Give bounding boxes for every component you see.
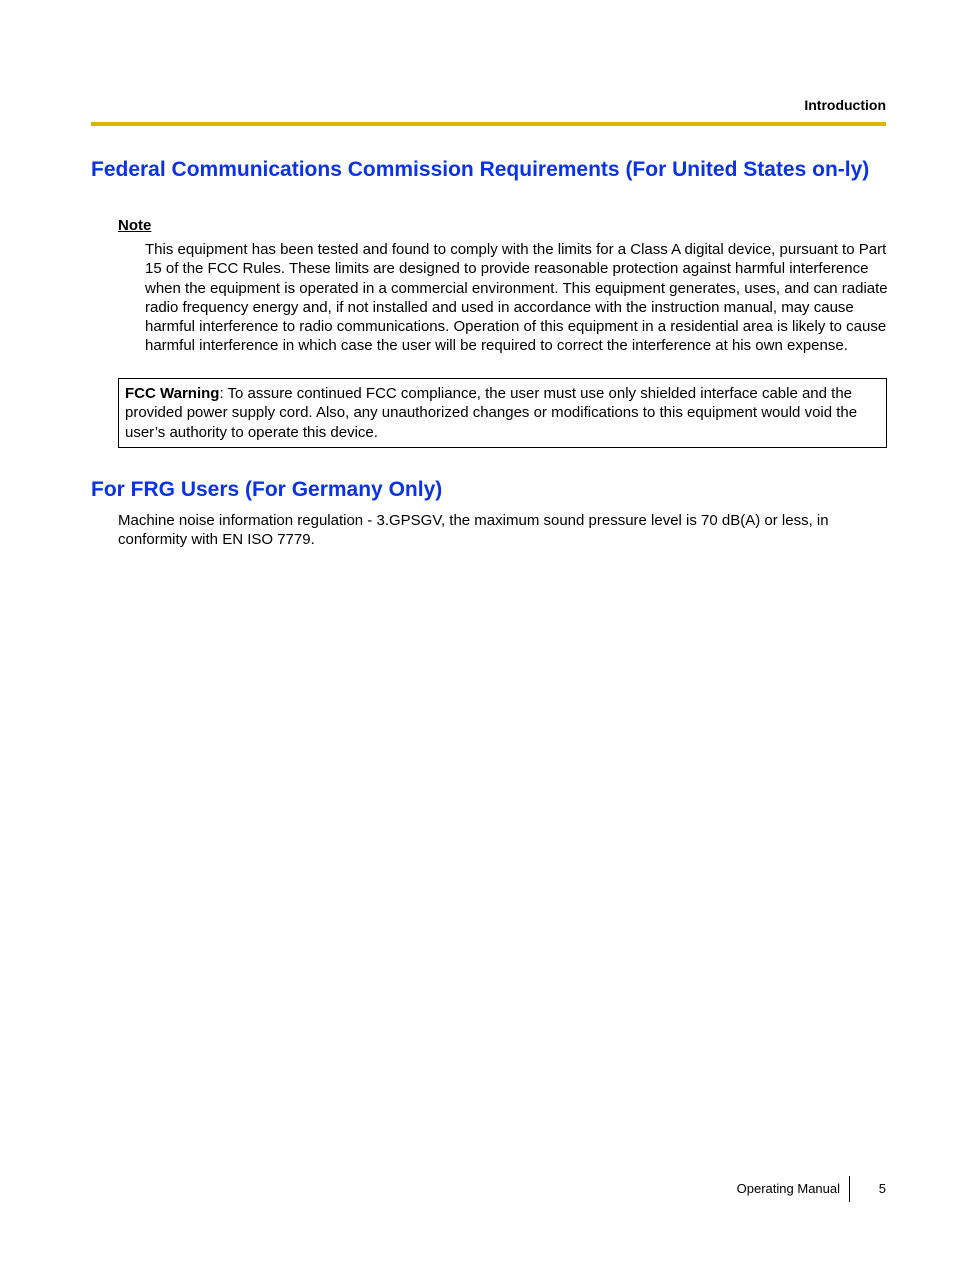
header-rule	[91, 122, 886, 126]
fcc-warning-box	[118, 378, 887, 448]
note-label: Note	[118, 217, 152, 234]
fcc-heading: Federal Communications Commission Requirements (For United States on-ly)	[91, 158, 870, 181]
footer-divider	[849, 1176, 850, 1202]
fcc-warning-label: FCC Warning	[125, 385, 220, 402]
running-header: Introduction	[804, 97, 886, 113]
fcc-warning-text: : To assure continued FCC compliance, the user must use only shielded interface cable and the provided power supply cord. Also, any unauthorized changes or modifications to this equipment would void the user’s authority to operate this device.	[125, 385, 858, 441]
frg-heading: For FRG Users (For Germany Only)	[91, 478, 443, 501]
note-text: This equipment has been tested and found to comply with the limits for a Class A digital device, pursuant to Part 15 of the FCC Rules. These limits are designed to provide reasonable protection against harmful interference when the equipment is operated in a commercial environment. This equipment generates, uses, and can radiate radio frequency energy and, if not installed and used in accordance with the instruction manual, may cause harmful interference to radio communications. Operation of this equipment in a residential area is likely to cause harmful interference in which case the user will be required to correct the interference at his own expense.	[145, 241, 888, 355]
footer-manual-title: Operating Manual	[736, 1181, 840, 1196]
frg-text: Machine noise information regulation - 3.GPSGV, the maximum sound pressure level is 70 dB(A) or less, in conformity with EN ISO 7779.	[118, 512, 829, 549]
page-number: 5	[878, 1181, 886, 1196]
